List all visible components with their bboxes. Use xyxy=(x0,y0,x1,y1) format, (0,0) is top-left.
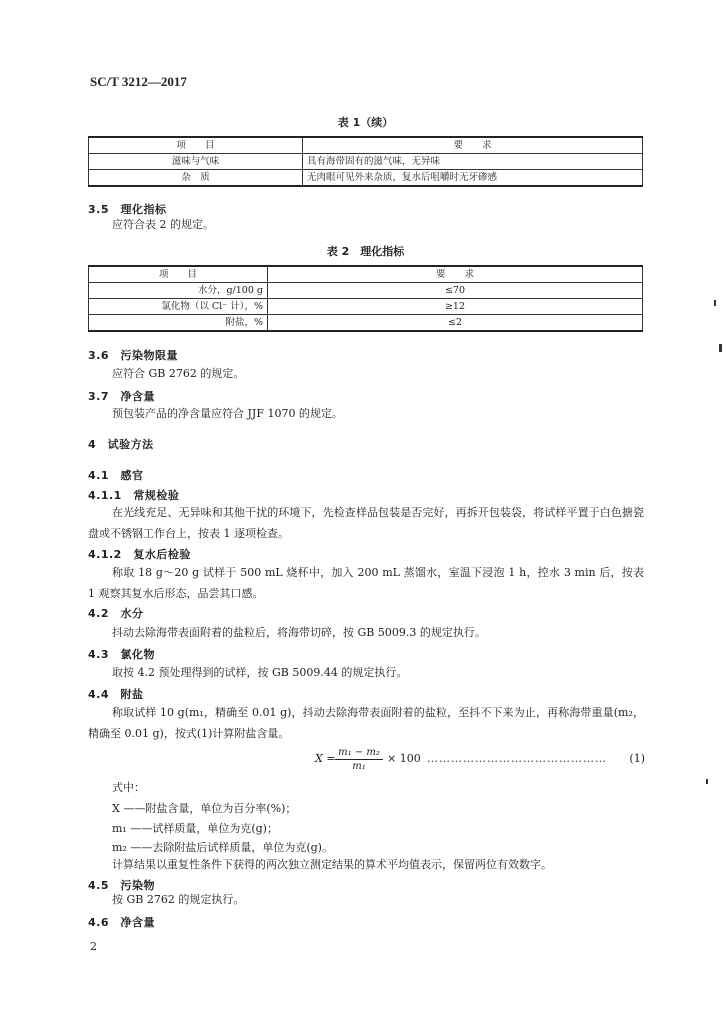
table2-cell: ≥12 xyxy=(268,299,643,315)
table2 xyxy=(88,265,643,332)
section-4-1-heading: 4.1 感官 xyxy=(88,469,144,482)
table1-caption: 表 1（续） xyxy=(337,116,394,129)
formula-fraction xyxy=(335,746,383,773)
table1-cell: 滋味与气味 xyxy=(89,154,303,170)
section-4-3-text: 取按 4.2 预处理得到的试样，按 GB 5009.44 的规定执行。 xyxy=(112,666,408,679)
section-4-1-2-heading: 4.1.2 复水后检验 xyxy=(88,548,191,561)
table2-cell: 附盐，% xyxy=(89,315,268,332)
section-4-4-text: 称取试样 10 g(m₁，精确至 0.01 g)，抖动去除海带表面附着的盐粒，至抖不下来为止，再称海带重量(m₂，精确至 0.01 g)，按式(1)计算附盐含量。 xyxy=(88,706,644,740)
section-4-1-2-text: 称取 18 g～20 g 试样于 500 mL 烧杯中，加入 200 mL 蒸馏水，室温下浸泡 1 h，控水 3 min 后，按表 1 观察其复水后形态，品尝其口感。 xyxy=(88,566,644,600)
table2-header-item: 项 目 xyxy=(89,266,268,283)
section-4-4-heading: 4.4 附盐 xyxy=(88,688,144,701)
section-3-6-text: 应符合 GB 2762 的规定。 xyxy=(112,367,245,380)
section-4-2-text: 抖动去除海带表面附着的盐粒后，将海带切碎，按 GB 5009.3 的规定执行。 xyxy=(112,626,486,639)
formula-leader-dots: ……………………………………… xyxy=(427,752,607,765)
section-4-2-heading: 4.2 水分 xyxy=(88,607,144,620)
section-3-7-text: 预包装产品的净含量应符合 JJF 1070 的规定。 xyxy=(112,407,343,420)
variable-definition-m1: m₁ ——试样质量，单位为克(g)； xyxy=(112,822,278,835)
table2-header-requirement: 要 求 xyxy=(268,266,643,283)
table2-caption: 表 2 理化指标 xyxy=(326,245,405,258)
section-4-6-heading: 4.6 净含量 xyxy=(88,916,155,929)
table-row xyxy=(89,315,643,332)
table1-cell: 无肉眼可见外来杂质，复水后咀嚼时无牙碜感 xyxy=(303,170,643,187)
table1-cell: 杂 质 xyxy=(89,170,303,187)
table1-header-item: 项 目 xyxy=(89,137,303,154)
formula-lhs: X = xyxy=(315,752,336,765)
section-4-5-heading: 4.5 污染物 xyxy=(88,879,155,892)
formula-denominator: m₁ xyxy=(352,761,366,772)
result-statement: 计算结果以重复性条件下获得的两次独立测定结果的算术平均值表示，保留两位有效数字。 xyxy=(112,858,552,871)
scan-mark xyxy=(719,344,722,352)
section-4-5-text: 按 GB 2762 的规定执行。 xyxy=(112,893,245,906)
table1 xyxy=(88,136,643,187)
formula-1 xyxy=(315,746,645,776)
section-4-1-1-text: 在光线充足、无异味和其他干扰的环境下，先检查样品包装是否完好，再拆开包装袋，将试样平置于白色搪瓷盘或不锈钢工作台上，按表 1 逐项检查。 xyxy=(88,506,644,540)
where-label: 式中： xyxy=(112,781,145,794)
table1-cell: 具有海带固有的滋气味，无异味 xyxy=(303,154,643,170)
standard-code-header: SC/T 3212—2017 xyxy=(90,74,187,89)
table2-cell: 氯化物（以 Cl⁻ 计），% xyxy=(89,299,268,315)
table-row xyxy=(89,299,643,315)
table2-cell: ≤70 xyxy=(268,283,643,299)
formula-multiplier: × 100 xyxy=(387,752,421,765)
scan-mark xyxy=(706,779,708,784)
section-4-3-heading: 4.3 氯化物 xyxy=(88,648,155,661)
table-row xyxy=(89,283,643,299)
variable-definition-m2: m₂ ——去除附盐后试样质量，单位为克(g)。 xyxy=(112,841,333,854)
section-3-6-heading: 3.6 污染物限量 xyxy=(88,349,178,362)
scan-mark xyxy=(714,300,716,306)
formula-number: (1) xyxy=(629,752,645,765)
section-3-7-heading: 3.7 净含量 xyxy=(88,390,155,403)
table2-cell: 水分，g/100 g xyxy=(89,283,268,299)
section-4-1-1-heading: 4.1.1 常规检验 xyxy=(88,489,180,502)
table2-cell: ≤2 xyxy=(268,315,643,332)
section-4-heading: 4 试验方法 xyxy=(88,438,154,451)
page-number: 2 xyxy=(90,940,97,953)
formula-numerator: m₁ − m₂ xyxy=(335,746,383,760)
table-row xyxy=(89,170,643,187)
variable-definition-x: X ——附盐含量，单位为百分率(%)； xyxy=(112,802,297,815)
table-row xyxy=(89,154,643,170)
section-3-5-text: 应符合表 2 的规定。 xyxy=(112,218,214,231)
section-3-5-heading: 3.5 理化指标 xyxy=(88,203,167,216)
table1-header-requirement: 要 求 xyxy=(303,137,643,154)
